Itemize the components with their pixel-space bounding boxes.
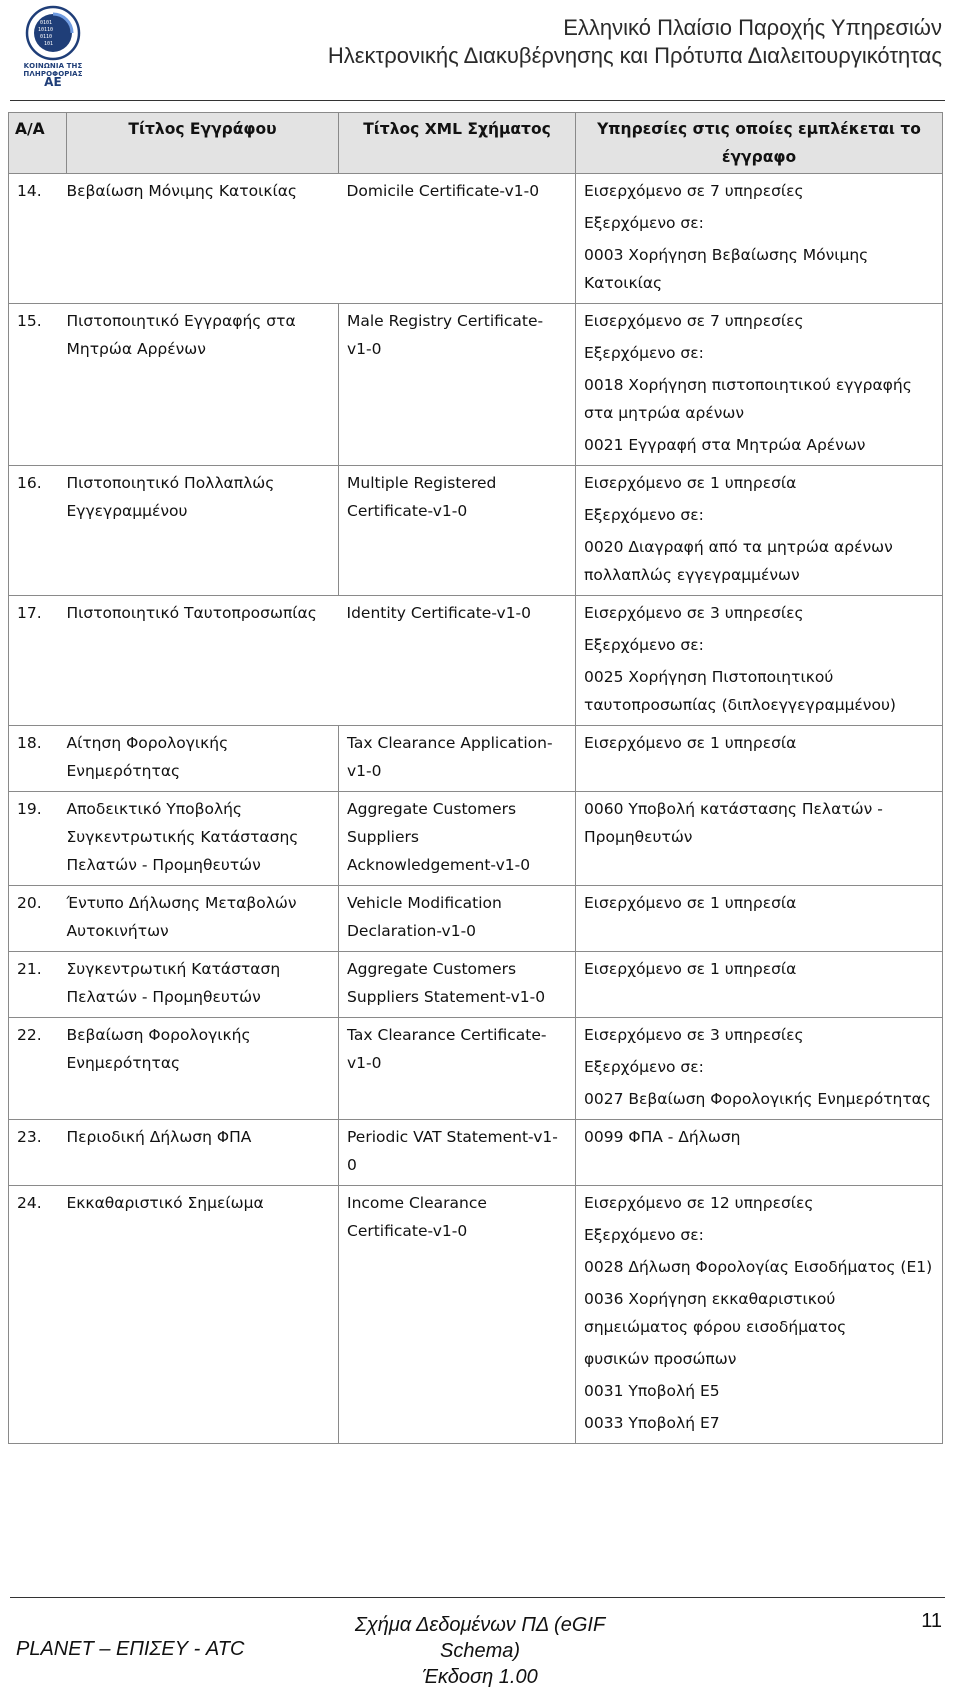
row-xml-title: Tax Clearance Application-v1-0 <box>339 726 576 792</box>
page-number: 11 <box>921 1610 942 1632</box>
footer-project: PLANET – ΕΠΙΣΕΥ - ATC <box>16 1638 245 1660</box>
row-number: 18. <box>9 726 67 792</box>
row-services <box>576 1120 943 1186</box>
row-document-title: Πιστοποιητικό Εγγραφής στα Μητρώα Αρρένων <box>67 304 339 466</box>
svg-text:0110: 0110 <box>40 34 53 40</box>
row-document-title: Βεβαίωση Μόνιμης Κατοικίας <box>67 174 339 304</box>
row-number: 21. <box>9 952 67 1018</box>
row-xml-title: Income Clearance Certificate-v1-0 <box>339 1186 576 1444</box>
row-services <box>576 1186 943 1444</box>
service-entry: Εισερχόμενο σε 1 υπηρεσία <box>584 734 797 752</box>
row-document-title: Αίτηση Φορολογικής Ενημερότητας <box>67 726 339 792</box>
row-services <box>576 952 943 1018</box>
footer-document-info <box>330 1612 630 1690</box>
table-row <box>9 792 943 886</box>
service-entry: 0099 ΦΠΑ - Δήλωση <box>584 1128 741 1146</box>
header-title-line2: Ηλεκτρονικής Διακυβέρνησης και Πρότυπα Διαλειτουργικότητας <box>327 43 942 68</box>
logo-caption <box>18 62 88 88</box>
service-entry: Εισερχόμενο σε 1 υπηρεσία <box>584 894 797 912</box>
service-entry: Εξερχόμενο σε: <box>584 636 704 654</box>
row-document-title: Έντυπο Δήλωσης Μεταβολών Αυτοκινήτων <box>67 886 339 952</box>
row-xml-title: Domicile Certificate-v1-0 <box>339 174 576 304</box>
service-entry: Εισερχόμενο σε 7 υπηρεσίες <box>584 312 804 330</box>
documents-table <box>8 112 943 1444</box>
row-xml-title: Aggregate Customers Suppliers Acknowledgement-v1-0 <box>339 792 576 886</box>
svg-text:10110: 10110 <box>38 27 54 33</box>
service-entry: 0031 Υποβολή Ε5 <box>584 1382 720 1400</box>
header-doc-title: Τίτλος Εγγράφου <box>67 113 339 174</box>
service-entry: Εισερχόμενο σε 1 υπηρεσία <box>584 960 797 978</box>
service-entry: 0018 Χορήγηση πιστοποιητικού εγγραφής στα μητρώα αρένων <box>584 376 912 422</box>
header-xml-title: Τίτλος XML Σχήματος <box>339 113 576 174</box>
service-entry: Εξερχόμενο σε: <box>584 344 704 362</box>
row-document-title: Εκκαθαριστικό Σημείωμα <box>67 1186 339 1444</box>
table-row <box>9 886 943 952</box>
logo-caption-line2: ΠΛΗΡΟΦΟΡΙΑΣ <box>23 70 83 78</box>
row-services <box>576 1018 943 1120</box>
row-document-title: Πιστοποιητικό Ταυτοπροσωπίας <box>67 596 339 726</box>
service-entry: Εξερχόμενο σε: <box>584 1058 704 1076</box>
row-number: 16. <box>9 466 67 596</box>
service-entry: φυσικών προσώπων <box>584 1350 737 1368</box>
service-entry: Εισερχόμενο σε 3 υπηρεσίες <box>584 1026 804 1044</box>
table-body <box>9 174 943 1444</box>
row-xml-title: Multiple Registered Certificate-v1-0 <box>339 466 576 596</box>
service-entry: 0060 Υποβολή κατάστασης Πελατών - Προμηθευτών <box>584 800 883 846</box>
header-divider <box>10 100 945 101</box>
header-title-line1: Ελληνικό Πλαίσιο Παροχής Υπηρεσιών <box>563 15 942 40</box>
service-entry: Εισερχόμενο σε 1 υπηρεσία <box>584 474 797 492</box>
row-document-title: Πιστοποιητικό Πολλαπλώς Εγγεγραμμένου <box>67 466 339 596</box>
service-entry: Εξερχόμενο σε: <box>584 214 704 232</box>
logo-caption-ae: ΑΕ <box>44 75 62 89</box>
service-entry: Εισερχόμενο σε 7 υπηρεσίες <box>584 182 804 200</box>
table-row <box>9 952 943 1018</box>
row-services <box>576 466 943 596</box>
row-services <box>576 596 943 726</box>
footer-version: Έκδοση 1.00 <box>422 1666 538 1688</box>
row-xml-title: Tax Clearance Certificate-v1-0 <box>339 1018 576 1120</box>
row-number: 20. <box>9 886 67 952</box>
service-entry: 0025 Χορήγηση Πιστοποιητικού ταυτοπροσωπίας (διπλοεγγεγραμμένου) <box>584 668 896 714</box>
row-services <box>576 174 943 304</box>
service-entry: 0028 Δήλωση Φορολογίας Εισοδήματος (Ε1) <box>584 1258 933 1276</box>
service-entry: 0033 Υποβολή Ε7 <box>584 1414 720 1432</box>
row-document-title: Βεβαίωση Φορολογικής Ενημερότητας <box>67 1018 339 1120</box>
row-document-title: Περιοδική Δήλωση ΦΠΑ <box>67 1120 339 1186</box>
row-xml-title: Aggregate Customers Suppliers Statement-v1-0 <box>339 952 576 1018</box>
row-number: 24. <box>9 1186 67 1444</box>
row-xml-title: Male Registry Certificate-v1-0 <box>339 304 576 466</box>
row-xml-title: Periodic VAT Statement-v1-0 <box>339 1120 576 1186</box>
table-header-row <box>9 113 943 174</box>
row-number: 15. <box>9 304 67 466</box>
header-num: Α/Α <box>9 113 67 174</box>
service-entry: 0021 Εγγραφή στα Μητρώα Αρένων <box>584 436 866 454</box>
service-entry: Εισερχόμενο σε 3 υπηρεσίες <box>584 604 804 622</box>
table-row <box>9 304 943 466</box>
row-services <box>576 792 943 886</box>
footer-schema-name: Σχήμα Δεδομένων ΠΔ (eGIF Schema) <box>354 1614 606 1662</box>
table-row <box>9 174 943 304</box>
service-entry: 0003 Χορήγηση Βεβαίωσης Μόνιμης Κατοικίας <box>584 246 869 292</box>
row-number: 22. <box>9 1018 67 1120</box>
service-entry: 0036 Χορήγηση εκκαθαριστικού σημειώματος φόρου εισοδήματος <box>584 1290 847 1336</box>
service-entry: Εισερχόμενο σε 12 υπηρεσίες <box>584 1194 814 1212</box>
row-number: 23. <box>9 1120 67 1186</box>
table-row <box>9 1120 943 1186</box>
service-entry: Εξερχόμενο σε: <box>584 506 704 524</box>
row-xml-title: Vehicle Modification Declaration-v1-0 <box>339 886 576 952</box>
document-header-title <box>328 14 942 70</box>
svg-text:0101: 0101 <box>40 20 53 26</box>
page-header <box>0 0 960 100</box>
documents-table-container <box>8 112 942 1444</box>
service-entry: Εξερχόμενο σε: <box>584 1226 704 1244</box>
table-row <box>9 466 943 596</box>
row-services <box>576 304 943 466</box>
footer-divider <box>10 1597 945 1598</box>
table-row <box>9 1018 943 1120</box>
svg-text:101: 101 <box>44 41 54 47</box>
table-row <box>9 1186 943 1444</box>
header-services: Υπηρεσίες στις οποίες εμπλέκεται το έγγραφο <box>576 113 943 174</box>
logo-caption-line1: ΚΟΙΝΩΝΙΑ ΤΗΣ <box>23 62 83 70</box>
row-document-title: Αποδεικτικό Υποβολής Συγκεντρωτικής Κατάστασης Πελατών - Προμηθευτών <box>67 792 339 886</box>
organization-logo <box>18 4 88 89</box>
row-services <box>576 886 943 952</box>
table-row <box>9 726 943 792</box>
row-services <box>576 726 943 792</box>
logo-emblem-icon <box>18 4 88 62</box>
row-number: 19. <box>9 792 67 886</box>
row-document-title: Συγκεντρωτική Κατάσταση Πελατών - Προμηθευτών <box>67 952 339 1018</box>
service-entry: 0020 Διαγραφή από τα μητρώα αρένων πολλαπλώς εγγεγραμμένων <box>584 538 893 584</box>
row-number: 14. <box>9 174 67 304</box>
table-row <box>9 596 943 726</box>
row-number: 17. <box>9 596 67 726</box>
service-entry: 0027 Βεβαίωση Φορολογικής Ενημερότητας <box>584 1090 931 1108</box>
row-xml-title: Identity Certificate-v1-0 <box>339 596 576 726</box>
